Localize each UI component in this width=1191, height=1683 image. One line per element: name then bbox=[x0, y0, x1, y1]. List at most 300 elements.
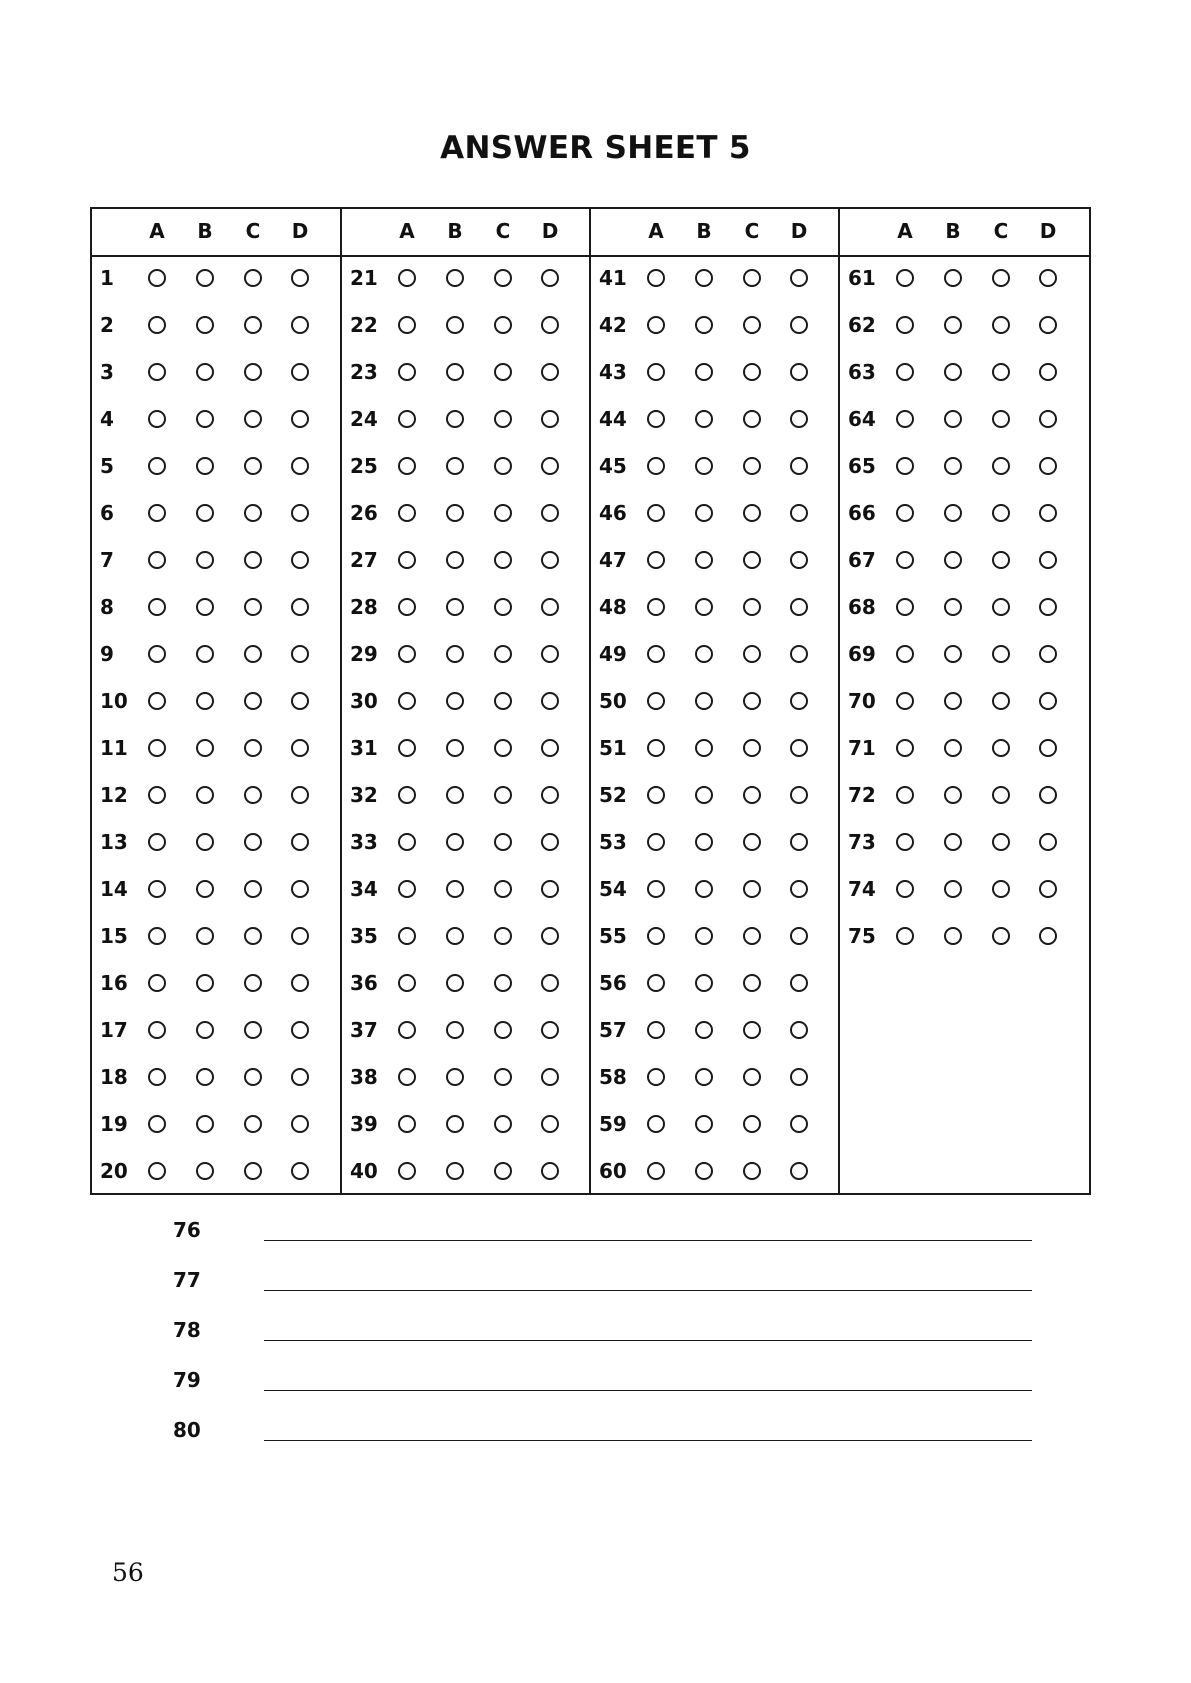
answer-bubble-c[interactable] bbox=[992, 269, 1010, 287]
answer-bubble-a[interactable] bbox=[398, 363, 416, 381]
answer-bubble-a[interactable] bbox=[647, 645, 665, 663]
answer-bubble-a[interactable] bbox=[398, 316, 416, 334]
answer-bubble-c[interactable] bbox=[494, 1115, 512, 1133]
answer-bubble-b[interactable] bbox=[196, 974, 214, 992]
answer-bubble-c[interactable] bbox=[244, 504, 262, 522]
answer-bubble-c[interactable] bbox=[244, 927, 262, 945]
answer-line[interactable] bbox=[264, 1240, 1032, 1241]
answer-bubble-d[interactable] bbox=[1039, 786, 1057, 804]
answer-bubble-d[interactable] bbox=[790, 1162, 808, 1180]
answer-bubble-b[interactable] bbox=[446, 316, 464, 334]
answer-bubble-d[interactable] bbox=[1039, 692, 1057, 710]
answer-bubble-a[interactable] bbox=[148, 598, 166, 616]
answer-bubble-b[interactable] bbox=[446, 833, 464, 851]
answer-line[interactable] bbox=[264, 1340, 1032, 1341]
answer-bubble-d[interactable] bbox=[541, 598, 559, 616]
answer-bubble-c[interactable] bbox=[244, 598, 262, 616]
answer-bubble-c[interactable] bbox=[743, 1021, 761, 1039]
answer-bubble-b[interactable] bbox=[944, 504, 962, 522]
answer-bubble-d[interactable] bbox=[541, 1115, 559, 1133]
answer-bubble-c[interactable] bbox=[244, 457, 262, 475]
answer-bubble-a[interactable] bbox=[398, 598, 416, 616]
answer-bubble-a[interactable] bbox=[148, 551, 166, 569]
answer-bubble-c[interactable] bbox=[743, 1162, 761, 1180]
answer-bubble-b[interactable] bbox=[446, 974, 464, 992]
answer-bubble-b[interactable] bbox=[196, 645, 214, 663]
answer-bubble-b[interactable] bbox=[695, 739, 713, 757]
answer-bubble-d[interactable] bbox=[291, 410, 309, 428]
answer-bubble-d[interactable] bbox=[790, 927, 808, 945]
answer-bubble-d[interactable] bbox=[541, 645, 559, 663]
answer-bubble-d[interactable] bbox=[1039, 927, 1057, 945]
answer-bubble-b[interactable] bbox=[695, 1115, 713, 1133]
answer-bubble-b[interactable] bbox=[196, 692, 214, 710]
answer-bubble-b[interactable] bbox=[196, 551, 214, 569]
answer-bubble-c[interactable] bbox=[244, 974, 262, 992]
answer-bubble-c[interactable] bbox=[743, 645, 761, 663]
answer-bubble-d[interactable] bbox=[541, 739, 559, 757]
answer-bubble-c[interactable] bbox=[992, 598, 1010, 616]
answer-bubble-d[interactable] bbox=[541, 410, 559, 428]
answer-bubble-a[interactable] bbox=[398, 1115, 416, 1133]
answer-bubble-a[interactable] bbox=[398, 410, 416, 428]
answer-bubble-c[interactable] bbox=[494, 1162, 512, 1180]
answer-bubble-c[interactable] bbox=[743, 1068, 761, 1086]
answer-bubble-b[interactable] bbox=[196, 457, 214, 475]
answer-bubble-a[interactable] bbox=[398, 974, 416, 992]
answer-bubble-d[interactable] bbox=[1039, 551, 1057, 569]
answer-bubble-c[interactable] bbox=[743, 551, 761, 569]
answer-bubble-b[interactable] bbox=[196, 410, 214, 428]
answer-bubble-b[interactable] bbox=[196, 1162, 214, 1180]
answer-bubble-b[interactable] bbox=[446, 504, 464, 522]
answer-bubble-c[interactable] bbox=[244, 1021, 262, 1039]
answer-bubble-d[interactable] bbox=[1039, 598, 1057, 616]
answer-bubble-a[interactable] bbox=[148, 1115, 166, 1133]
answer-bubble-b[interactable] bbox=[446, 1162, 464, 1180]
answer-bubble-d[interactable] bbox=[291, 1021, 309, 1039]
answer-bubble-b[interactable] bbox=[695, 645, 713, 663]
answer-bubble-c[interactable] bbox=[743, 598, 761, 616]
answer-bubble-a[interactable] bbox=[896, 786, 914, 804]
answer-bubble-c[interactable] bbox=[992, 880, 1010, 898]
answer-bubble-c[interactable] bbox=[743, 974, 761, 992]
answer-bubble-c[interactable] bbox=[743, 363, 761, 381]
answer-bubble-d[interactable] bbox=[541, 269, 559, 287]
answer-bubble-d[interactable] bbox=[790, 269, 808, 287]
answer-bubble-b[interactable] bbox=[446, 786, 464, 804]
answer-bubble-d[interactable] bbox=[291, 316, 309, 334]
answer-bubble-b[interactable] bbox=[944, 786, 962, 804]
answer-bubble-c[interactable] bbox=[992, 692, 1010, 710]
answer-bubble-a[interactable] bbox=[647, 269, 665, 287]
answer-bubble-a[interactable] bbox=[148, 504, 166, 522]
answer-bubble-c[interactable] bbox=[244, 692, 262, 710]
answer-bubble-d[interactable] bbox=[541, 363, 559, 381]
answer-bubble-a[interactable] bbox=[647, 598, 665, 616]
answer-bubble-b[interactable] bbox=[944, 927, 962, 945]
answer-bubble-d[interactable] bbox=[790, 645, 808, 663]
answer-bubble-c[interactable] bbox=[494, 457, 512, 475]
answer-bubble-c[interactable] bbox=[494, 269, 512, 287]
answer-bubble-b[interactable] bbox=[944, 880, 962, 898]
answer-bubble-b[interactable] bbox=[196, 363, 214, 381]
answer-bubble-a[interactable] bbox=[896, 504, 914, 522]
answer-bubble-c[interactable] bbox=[494, 786, 512, 804]
answer-line[interactable] bbox=[264, 1390, 1032, 1391]
answer-bubble-b[interactable] bbox=[695, 1021, 713, 1039]
answer-bubble-b[interactable] bbox=[446, 457, 464, 475]
answer-bubble-b[interactable] bbox=[446, 551, 464, 569]
answer-bubble-c[interactable] bbox=[244, 645, 262, 663]
answer-bubble-d[interactable] bbox=[790, 1068, 808, 1086]
answer-bubble-d[interactable] bbox=[790, 410, 808, 428]
answer-bubble-a[interactable] bbox=[398, 269, 416, 287]
answer-bubble-d[interactable] bbox=[541, 927, 559, 945]
answer-bubble-a[interactable] bbox=[647, 927, 665, 945]
answer-bubble-d[interactable] bbox=[790, 1021, 808, 1039]
answer-bubble-b[interactable] bbox=[196, 833, 214, 851]
answer-bubble-c[interactable] bbox=[244, 786, 262, 804]
answer-bubble-d[interactable] bbox=[541, 1162, 559, 1180]
answer-bubble-c[interactable] bbox=[992, 504, 1010, 522]
answer-bubble-a[interactable] bbox=[398, 645, 416, 663]
answer-bubble-a[interactable] bbox=[148, 645, 166, 663]
answer-bubble-d[interactable] bbox=[790, 316, 808, 334]
answer-bubble-d[interactable] bbox=[541, 551, 559, 569]
answer-bubble-c[interactable] bbox=[743, 833, 761, 851]
answer-bubble-a[interactable] bbox=[398, 692, 416, 710]
answer-bubble-a[interactable] bbox=[148, 363, 166, 381]
answer-bubble-d[interactable] bbox=[1039, 457, 1057, 475]
answer-bubble-a[interactable] bbox=[647, 457, 665, 475]
answer-bubble-a[interactable] bbox=[398, 1068, 416, 1086]
answer-bubble-b[interactable] bbox=[695, 551, 713, 569]
answer-bubble-a[interactable] bbox=[148, 880, 166, 898]
answer-bubble-d[interactable] bbox=[1039, 739, 1057, 757]
answer-bubble-d[interactable] bbox=[1039, 880, 1057, 898]
answer-bubble-c[interactable] bbox=[743, 927, 761, 945]
answer-bubble-d[interactable] bbox=[291, 692, 309, 710]
answer-bubble-d[interactable] bbox=[790, 880, 808, 898]
answer-bubble-c[interactable] bbox=[494, 880, 512, 898]
answer-line[interactable] bbox=[264, 1440, 1032, 1441]
answer-bubble-c[interactable] bbox=[743, 410, 761, 428]
answer-bubble-a[interactable] bbox=[148, 786, 166, 804]
answer-bubble-c[interactable] bbox=[494, 739, 512, 757]
answer-bubble-c[interactable] bbox=[992, 739, 1010, 757]
answer-bubble-b[interactable] bbox=[944, 645, 962, 663]
answer-bubble-a[interactable] bbox=[398, 457, 416, 475]
answer-bubble-d[interactable] bbox=[291, 551, 309, 569]
answer-bubble-c[interactable] bbox=[743, 1115, 761, 1133]
answer-bubble-d[interactable] bbox=[291, 927, 309, 945]
answer-bubble-d[interactable] bbox=[291, 786, 309, 804]
answer-bubble-c[interactable] bbox=[244, 551, 262, 569]
answer-bubble-b[interactable] bbox=[695, 786, 713, 804]
answer-bubble-c[interactable] bbox=[494, 316, 512, 334]
answer-bubble-d[interactable] bbox=[541, 1021, 559, 1039]
answer-bubble-c[interactable] bbox=[244, 1115, 262, 1133]
answer-bubble-a[interactable] bbox=[148, 1068, 166, 1086]
answer-bubble-a[interactable] bbox=[647, 1021, 665, 1039]
answer-bubble-b[interactable] bbox=[695, 692, 713, 710]
answer-bubble-b[interactable] bbox=[944, 316, 962, 334]
answer-bubble-a[interactable] bbox=[398, 1021, 416, 1039]
answer-bubble-a[interactable] bbox=[398, 833, 416, 851]
answer-bubble-a[interactable] bbox=[896, 833, 914, 851]
answer-bubble-c[interactable] bbox=[743, 269, 761, 287]
answer-bubble-d[interactable] bbox=[1039, 316, 1057, 334]
answer-bubble-b[interactable] bbox=[446, 880, 464, 898]
answer-bubble-a[interactable] bbox=[148, 927, 166, 945]
answer-bubble-c[interactable] bbox=[244, 1068, 262, 1086]
answer-bubble-b[interactable] bbox=[446, 410, 464, 428]
answer-bubble-b[interactable] bbox=[695, 269, 713, 287]
answer-bubble-d[interactable] bbox=[790, 974, 808, 992]
answer-bubble-b[interactable] bbox=[695, 880, 713, 898]
answer-bubble-a[interactable] bbox=[647, 363, 665, 381]
answer-bubble-a[interactable] bbox=[896, 410, 914, 428]
answer-bubble-b[interactable] bbox=[446, 1021, 464, 1039]
answer-bubble-d[interactable] bbox=[790, 504, 808, 522]
answer-bubble-b[interactable] bbox=[446, 1068, 464, 1086]
answer-bubble-c[interactable] bbox=[743, 692, 761, 710]
answer-bubble-d[interactable] bbox=[541, 1068, 559, 1086]
answer-bubble-b[interactable] bbox=[944, 598, 962, 616]
answer-bubble-a[interactable] bbox=[896, 598, 914, 616]
answer-bubble-d[interactable] bbox=[291, 457, 309, 475]
answer-bubble-d[interactable] bbox=[291, 1115, 309, 1133]
answer-bubble-b[interactable] bbox=[446, 645, 464, 663]
answer-bubble-d[interactable] bbox=[291, 598, 309, 616]
answer-bubble-a[interactable] bbox=[647, 316, 665, 334]
answer-bubble-a[interactable] bbox=[398, 739, 416, 757]
answer-bubble-d[interactable] bbox=[291, 504, 309, 522]
answer-bubble-a[interactable] bbox=[896, 363, 914, 381]
answer-bubble-d[interactable] bbox=[291, 269, 309, 287]
answer-bubble-a[interactable] bbox=[896, 927, 914, 945]
answer-bubble-d[interactable] bbox=[541, 504, 559, 522]
answer-bubble-a[interactable] bbox=[896, 692, 914, 710]
answer-bubble-a[interactable] bbox=[896, 645, 914, 663]
answer-line[interactable] bbox=[264, 1290, 1032, 1291]
answer-bubble-a[interactable] bbox=[647, 551, 665, 569]
answer-bubble-b[interactable] bbox=[446, 598, 464, 616]
answer-bubble-b[interactable] bbox=[944, 363, 962, 381]
answer-bubble-b[interactable] bbox=[695, 457, 713, 475]
answer-bubble-c[interactable] bbox=[743, 504, 761, 522]
answer-bubble-d[interactable] bbox=[1039, 410, 1057, 428]
answer-bubble-c[interactable] bbox=[244, 316, 262, 334]
answer-bubble-d[interactable] bbox=[790, 457, 808, 475]
answer-bubble-d[interactable] bbox=[541, 457, 559, 475]
answer-bubble-c[interactable] bbox=[494, 692, 512, 710]
answer-bubble-b[interactable] bbox=[196, 1068, 214, 1086]
answer-bubble-d[interactable] bbox=[291, 974, 309, 992]
answer-bubble-d[interactable] bbox=[541, 833, 559, 851]
answer-bubble-d[interactable] bbox=[1039, 504, 1057, 522]
answer-bubble-b[interactable] bbox=[944, 457, 962, 475]
answer-bubble-c[interactable] bbox=[244, 833, 262, 851]
answer-bubble-c[interactable] bbox=[494, 833, 512, 851]
answer-bubble-c[interactable] bbox=[494, 504, 512, 522]
answer-bubble-c[interactable] bbox=[494, 645, 512, 663]
answer-bubble-d[interactable] bbox=[1039, 833, 1057, 851]
answer-bubble-c[interactable] bbox=[743, 880, 761, 898]
answer-bubble-a[interactable] bbox=[398, 1162, 416, 1180]
answer-bubble-c[interactable] bbox=[494, 1021, 512, 1039]
answer-bubble-a[interactable] bbox=[647, 1115, 665, 1133]
answer-bubble-c[interactable] bbox=[244, 269, 262, 287]
answer-bubble-c[interactable] bbox=[992, 551, 1010, 569]
answer-bubble-a[interactable] bbox=[896, 739, 914, 757]
answer-bubble-b[interactable] bbox=[695, 598, 713, 616]
answer-bubble-b[interactable] bbox=[196, 786, 214, 804]
answer-bubble-b[interactable] bbox=[695, 1068, 713, 1086]
answer-bubble-a[interactable] bbox=[148, 410, 166, 428]
answer-bubble-a[interactable] bbox=[148, 269, 166, 287]
answer-bubble-c[interactable] bbox=[494, 410, 512, 428]
answer-bubble-b[interactable] bbox=[196, 927, 214, 945]
answer-bubble-d[interactable] bbox=[291, 1068, 309, 1086]
answer-bubble-b[interactable] bbox=[196, 269, 214, 287]
answer-bubble-d[interactable] bbox=[1039, 269, 1057, 287]
answer-bubble-d[interactable] bbox=[790, 786, 808, 804]
answer-bubble-b[interactable] bbox=[695, 927, 713, 945]
answer-bubble-a[interactable] bbox=[398, 504, 416, 522]
answer-bubble-c[interactable] bbox=[494, 551, 512, 569]
answer-bubble-c[interactable] bbox=[494, 598, 512, 616]
answer-bubble-b[interactable] bbox=[196, 504, 214, 522]
answer-bubble-a[interactable] bbox=[148, 692, 166, 710]
answer-bubble-b[interactable] bbox=[944, 739, 962, 757]
answer-bubble-d[interactable] bbox=[790, 598, 808, 616]
answer-bubble-c[interactable] bbox=[992, 786, 1010, 804]
answer-bubble-c[interactable] bbox=[992, 316, 1010, 334]
answer-bubble-d[interactable] bbox=[790, 363, 808, 381]
answer-bubble-a[interactable] bbox=[398, 927, 416, 945]
answer-bubble-a[interactable] bbox=[896, 269, 914, 287]
answer-bubble-d[interactable] bbox=[1039, 363, 1057, 381]
answer-bubble-c[interactable] bbox=[743, 739, 761, 757]
answer-bubble-a[interactable] bbox=[647, 786, 665, 804]
answer-bubble-d[interactable] bbox=[541, 974, 559, 992]
answer-bubble-b[interactable] bbox=[695, 504, 713, 522]
answer-bubble-a[interactable] bbox=[647, 739, 665, 757]
answer-bubble-c[interactable] bbox=[743, 457, 761, 475]
answer-bubble-a[interactable] bbox=[647, 692, 665, 710]
answer-bubble-d[interactable] bbox=[291, 363, 309, 381]
answer-bubble-c[interactable] bbox=[992, 833, 1010, 851]
answer-bubble-b[interactable] bbox=[695, 974, 713, 992]
answer-bubble-d[interactable] bbox=[1039, 645, 1057, 663]
answer-bubble-a[interactable] bbox=[896, 551, 914, 569]
answer-bubble-d[interactable] bbox=[291, 880, 309, 898]
answer-bubble-a[interactable] bbox=[896, 316, 914, 334]
answer-bubble-a[interactable] bbox=[896, 880, 914, 898]
answer-bubble-c[interactable] bbox=[244, 739, 262, 757]
answer-bubble-a[interactable] bbox=[398, 551, 416, 569]
answer-bubble-c[interactable] bbox=[743, 786, 761, 804]
answer-bubble-d[interactable] bbox=[291, 739, 309, 757]
answer-bubble-a[interactable] bbox=[148, 1021, 166, 1039]
answer-bubble-b[interactable] bbox=[695, 316, 713, 334]
answer-bubble-b[interactable] bbox=[446, 1115, 464, 1133]
answer-bubble-a[interactable] bbox=[148, 1162, 166, 1180]
answer-bubble-c[interactable] bbox=[494, 974, 512, 992]
answer-bubble-d[interactable] bbox=[541, 786, 559, 804]
answer-bubble-b[interactable] bbox=[446, 269, 464, 287]
answer-bubble-c[interactable] bbox=[244, 410, 262, 428]
answer-bubble-b[interactable] bbox=[695, 363, 713, 381]
answer-bubble-a[interactable] bbox=[896, 457, 914, 475]
answer-bubble-d[interactable] bbox=[541, 880, 559, 898]
answer-bubble-b[interactable] bbox=[944, 692, 962, 710]
answer-bubble-b[interactable] bbox=[944, 410, 962, 428]
answer-bubble-b[interactable] bbox=[196, 316, 214, 334]
answer-bubble-a[interactable] bbox=[148, 457, 166, 475]
answer-bubble-a[interactable] bbox=[647, 974, 665, 992]
answer-bubble-b[interactable] bbox=[196, 1115, 214, 1133]
answer-bubble-a[interactable] bbox=[647, 504, 665, 522]
answer-bubble-b[interactable] bbox=[695, 833, 713, 851]
answer-bubble-a[interactable] bbox=[398, 786, 416, 804]
answer-bubble-a[interactable] bbox=[398, 880, 416, 898]
answer-bubble-b[interactable] bbox=[695, 410, 713, 428]
answer-bubble-c[interactable] bbox=[992, 927, 1010, 945]
answer-bubble-a[interactable] bbox=[148, 974, 166, 992]
answer-bubble-c[interactable] bbox=[244, 1162, 262, 1180]
answer-bubble-b[interactable] bbox=[944, 833, 962, 851]
answer-bubble-c[interactable] bbox=[992, 410, 1010, 428]
answer-bubble-d[interactable] bbox=[790, 551, 808, 569]
answer-bubble-a[interactable] bbox=[647, 880, 665, 898]
answer-bubble-d[interactable] bbox=[790, 692, 808, 710]
answer-bubble-b[interactable] bbox=[446, 739, 464, 757]
answer-bubble-d[interactable] bbox=[291, 645, 309, 663]
answer-bubble-d[interactable] bbox=[790, 1115, 808, 1133]
answer-bubble-c[interactable] bbox=[743, 316, 761, 334]
answer-bubble-b[interactable] bbox=[196, 598, 214, 616]
answer-bubble-b[interactable] bbox=[196, 1021, 214, 1039]
answer-bubble-b[interactable] bbox=[944, 551, 962, 569]
answer-bubble-d[interactable] bbox=[541, 692, 559, 710]
answer-bubble-a[interactable] bbox=[647, 833, 665, 851]
answer-bubble-a[interactable] bbox=[647, 410, 665, 428]
answer-bubble-c[interactable] bbox=[244, 880, 262, 898]
answer-bubble-d[interactable] bbox=[790, 739, 808, 757]
answer-bubble-d[interactable] bbox=[291, 1162, 309, 1180]
answer-bubble-c[interactable] bbox=[494, 363, 512, 381]
answer-bubble-b[interactable] bbox=[196, 880, 214, 898]
answer-bubble-b[interactable] bbox=[944, 269, 962, 287]
answer-bubble-c[interactable] bbox=[494, 927, 512, 945]
answer-bubble-a[interactable] bbox=[148, 316, 166, 334]
answer-bubble-b[interactable] bbox=[196, 739, 214, 757]
answer-bubble-b[interactable] bbox=[446, 692, 464, 710]
answer-bubble-d[interactable] bbox=[541, 316, 559, 334]
answer-bubble-d[interactable] bbox=[790, 833, 808, 851]
answer-bubble-d[interactable] bbox=[291, 833, 309, 851]
answer-bubble-c[interactable] bbox=[494, 1068, 512, 1086]
answer-bubble-c[interactable] bbox=[992, 457, 1010, 475]
answer-bubble-c[interactable] bbox=[992, 363, 1010, 381]
answer-bubble-a[interactable] bbox=[148, 833, 166, 851]
answer-bubble-b[interactable] bbox=[446, 363, 464, 381]
answer-bubble-b[interactable] bbox=[695, 1162, 713, 1180]
answer-bubble-c[interactable] bbox=[244, 363, 262, 381]
